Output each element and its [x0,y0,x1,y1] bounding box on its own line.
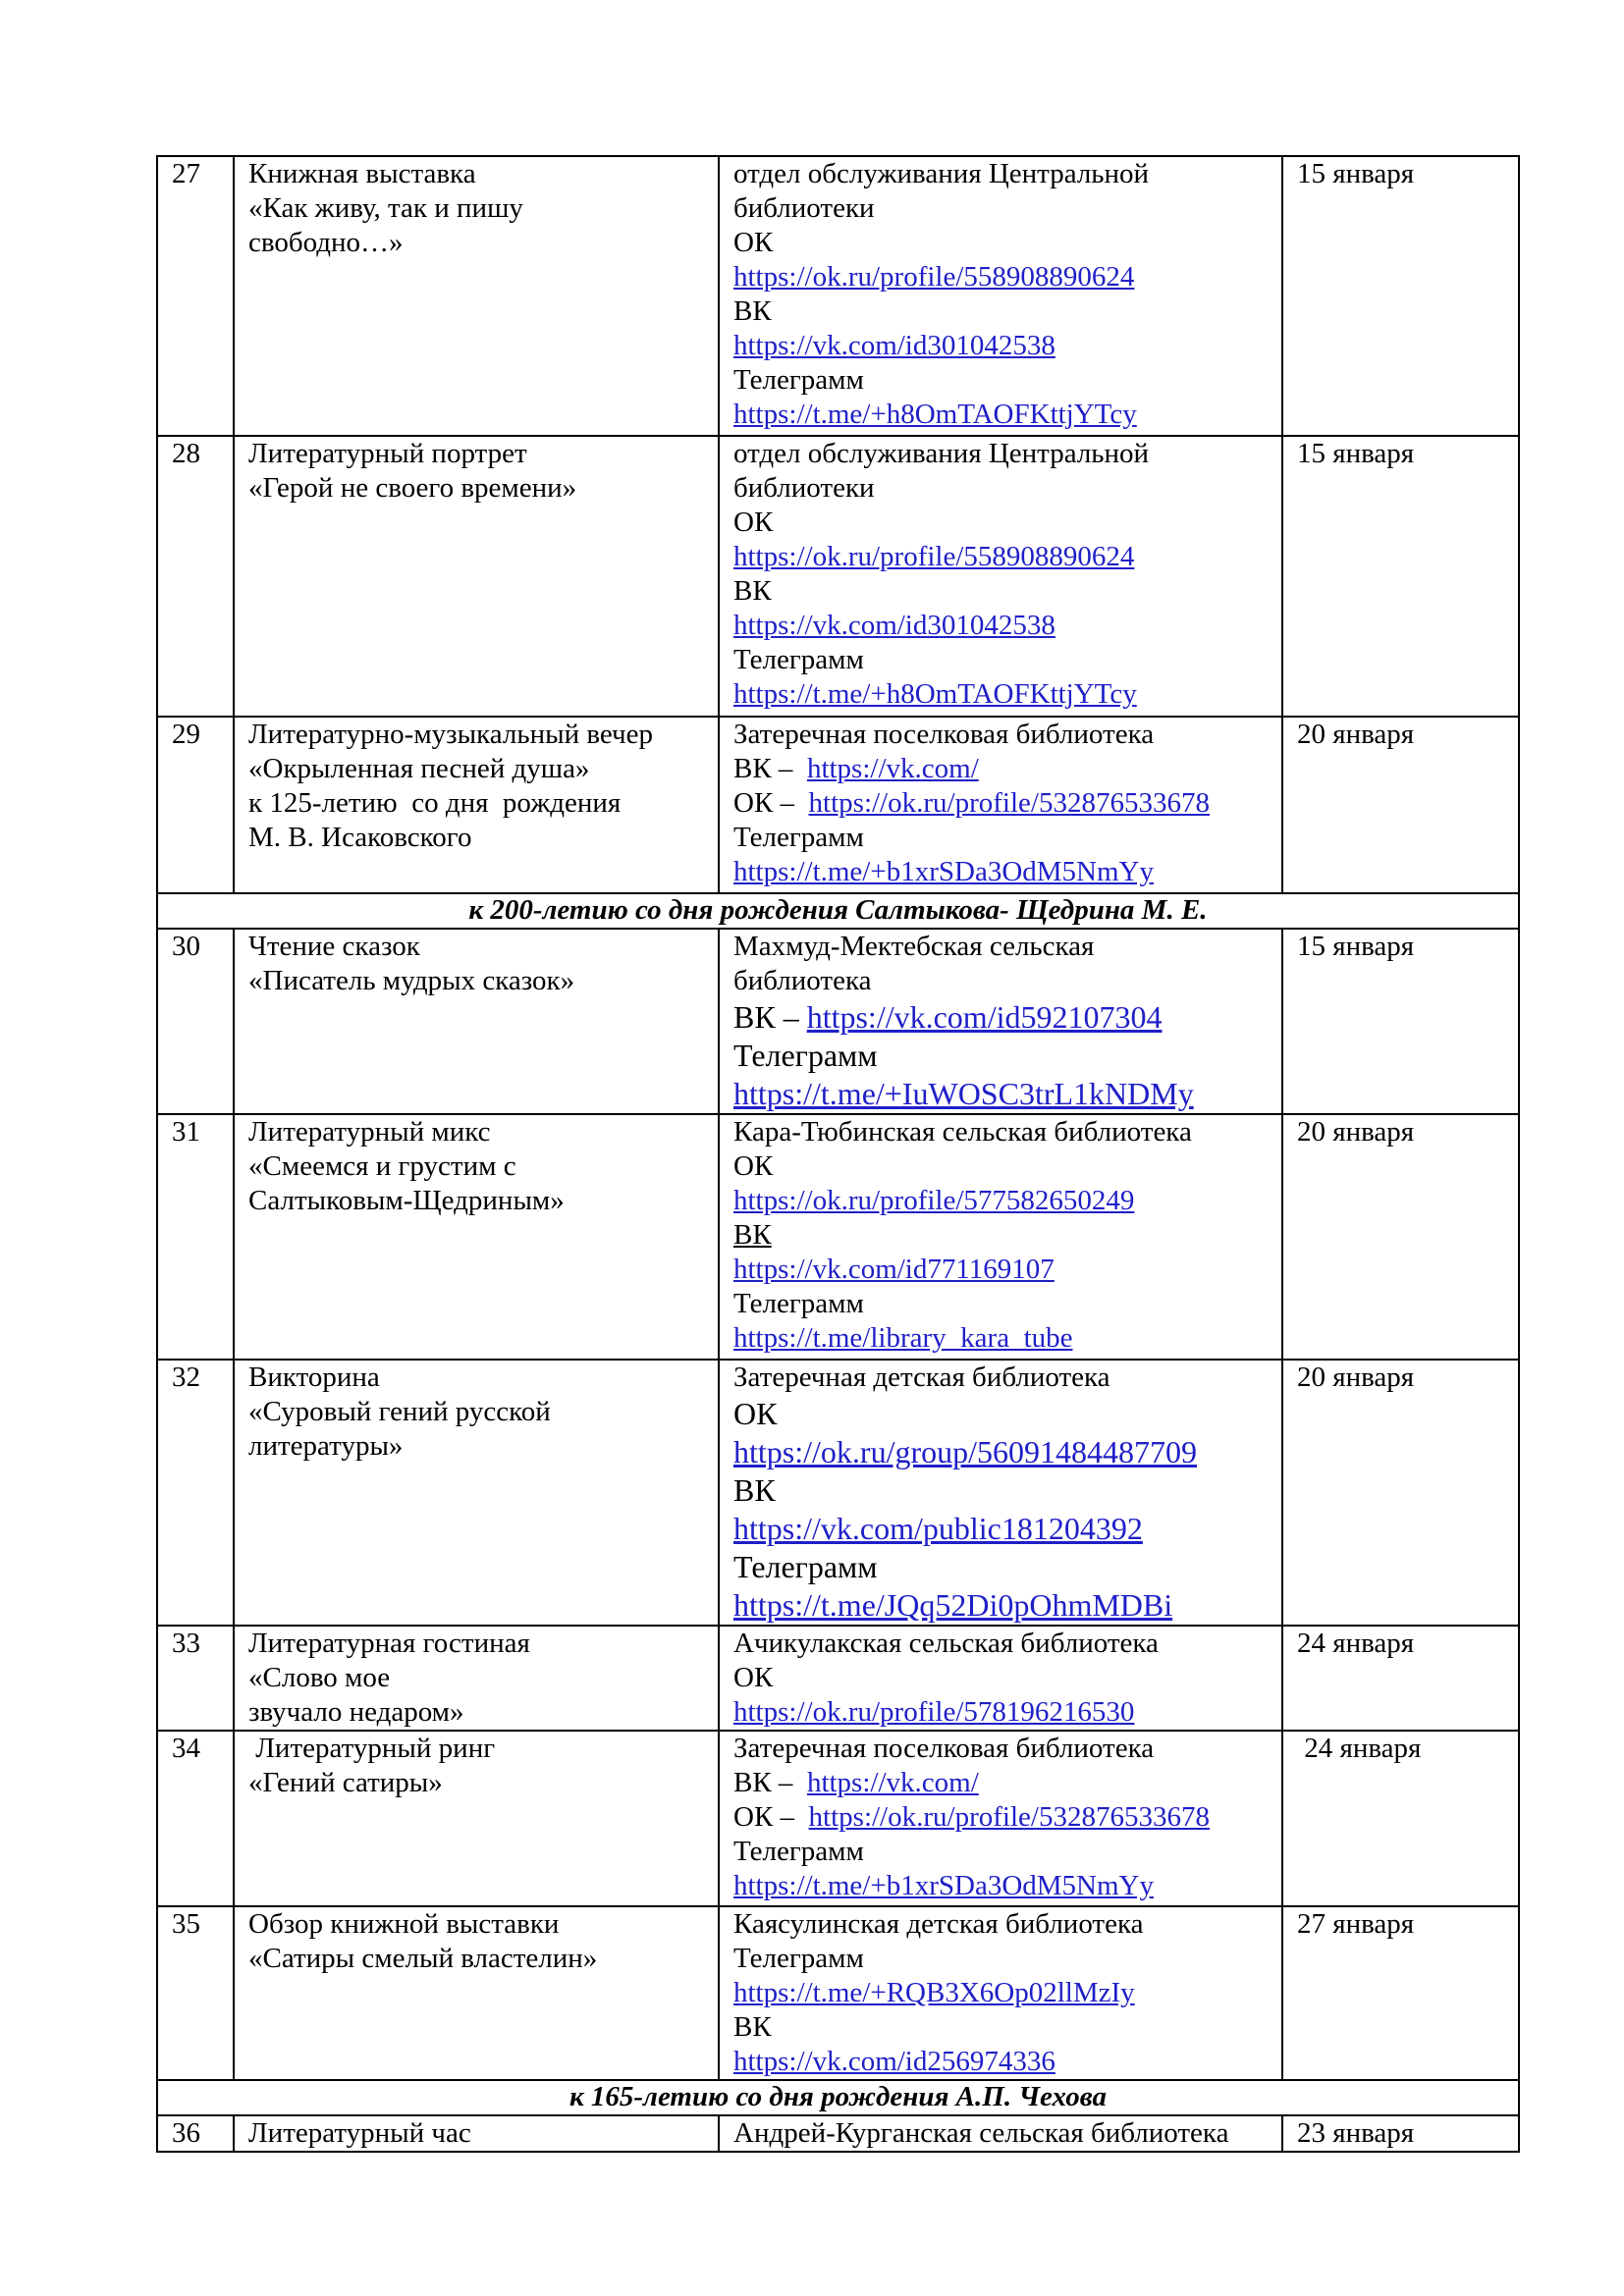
event-line: Литературный портрет [248,438,527,469]
venue-line [733,294,1275,329]
event-date: 27 января [1282,1906,1519,2080]
event-line: «Как живу, так и пишу [248,192,523,224]
social-link[interactable]: https://t.me/+b1xrSDa3OdM5NmYy [733,856,1154,887]
venue-line [733,1661,1275,1695]
section-title: к 165-летию со дня рождения А.П. Чехова [157,2080,1519,2115]
venue-link-line [733,855,1275,889]
venue-link-line [733,1075,1275,1113]
row-number: 33 [157,1626,234,1731]
social-link[interactable]: https://ok.ru/profile/577582650249 [733,1185,1135,1216]
venue-text: ВК [733,1219,772,1251]
event-line: литературы» [248,1430,404,1462]
venue-text: ВК [733,2011,772,2043]
network-prefix: ВК – [733,999,807,1035]
venue-line [733,930,1275,964]
venue-link-line [733,1766,1275,1800]
venue-line [733,1149,1275,1184]
venue-link-line [733,677,1275,712]
venue-link-line [733,752,1275,786]
venue-text: Затеречная поселковая библиотека [733,1733,1155,1764]
venue-cell [719,929,1282,1114]
venue-line [733,2116,1275,2151]
venue-link-line [733,786,1275,821]
social-link[interactable]: https://t.me/+h8OmTAOFKttjYTcy [733,399,1137,430]
event-line: свободно…» [248,227,404,258]
events-table [156,155,1520,2153]
venue-text: ОК [733,507,774,538]
venue-cell [719,1906,1282,2080]
venue-text: ВК [733,575,772,607]
venue-text: Махмуд-Мектебская сельская [733,931,1095,962]
table-row [157,1626,1519,1731]
social-link[interactable]: https://t.me/+IuWOSC3trL1kNDMy [733,1076,1194,1111]
venue-text: Андрей-Курганская сельская библиотека [733,2117,1229,2149]
venue-line [733,506,1275,540]
venue-line [733,1732,1275,1766]
event-line: Салтыковым-Щедриным» [248,1185,565,1216]
table-row [157,1360,1519,1626]
venue-line [733,1471,1275,1510]
social-link[interactable]: https://t.me/+b1xrSDa3OdM5NmYy [733,1870,1154,1901]
venue-text: Затеречная детская библиотека [733,1362,1110,1393]
venue-line [733,437,1275,471]
section-header-row [157,2080,1519,2115]
venue-link-line [733,1976,1275,2010]
event-cell [234,717,719,893]
row-number: 36 [157,2115,234,2152]
venue-link-line [733,1184,1275,1218]
venue-text: библиотека [733,965,872,996]
table-row [157,717,1519,893]
row-number: 28 [157,436,234,717]
venue-link-line [733,998,1275,1037]
event-line: «Окрыленная песней душа» [248,753,590,784]
row-number: 31 [157,1114,234,1360]
venue-link-line [733,329,1275,363]
venue-link-line [733,1433,1275,1471]
event-date: 15 января [1282,156,1519,436]
event-line: Литературный ринг [248,1733,496,1764]
social-link[interactable]: https://vk.com/id592107304 [806,999,1163,1035]
venue-text: ОК [733,1396,778,1431]
venue-text: Ачикулакская сельская библиотека [733,1628,1159,1659]
venue-link-line [733,1695,1275,1730]
event-cell [234,2115,719,2152]
venue-text: отдел обслуживания Центральной [733,158,1150,189]
venue-text: Телеграмм [733,1836,864,1867]
section-title: к 200-летию со дня рождения Салтыкова- Щедрина М. Е. [157,893,1519,929]
event-cell [234,1731,719,1906]
event-date: 23 января [1282,2115,1519,2152]
venue-link-line [733,609,1275,643]
network-prefix: ВК – [733,753,807,784]
venue-line [733,157,1275,191]
event-line: «Суровый гений русской [248,1396,551,1427]
venue-cell [719,2115,1282,2152]
venue-link-line [733,2045,1275,2079]
row-number: 32 [157,1360,234,1626]
event-cell [234,1360,719,1626]
venue-line [733,1627,1275,1661]
venue-line [733,1548,1275,1586]
table-row [157,156,1519,436]
venue-text: Телеграмм [733,644,864,675]
social-link[interactable]: https://vk.com/ [806,1767,979,1798]
venue-link-line [733,1586,1275,1625]
row-number: 30 [157,929,234,1114]
social-link[interactable]: https://vk.com/id771169107 [733,1254,1055,1285]
event-cell [234,929,719,1114]
social-link[interactable]: https://t.me/+h8OmTAOFKttjYTcy [733,678,1137,710]
venue-text: Телеграмм [733,1288,864,1319]
event-cell [234,436,719,717]
table-row [157,929,1519,1114]
social-link[interactable]: https://ok.ru/profile/578196216530 [733,1696,1135,1728]
venue-link-line [733,1321,1275,1356]
venue-cell [719,1731,1282,1906]
event-date: 20 января [1282,717,1519,893]
event-line: Обзор книжной выставки [248,1908,560,1940]
venue-line [733,574,1275,609]
venue-cell [719,1626,1282,1731]
table-row [157,2115,1519,2152]
venue-cell [719,436,1282,717]
row-number: 29 [157,717,234,893]
venue-cell [719,717,1282,893]
venue-line [733,1115,1275,1149]
venue-line [733,964,1275,998]
event-line: «Смеемся и грустим с [248,1150,516,1182]
event-line: «Гений сатиры» [248,1767,443,1798]
venue-line [733,191,1275,226]
venue-link-line [733,1800,1275,1835]
venue-line [733,471,1275,506]
event-line: звучало недаром» [248,1696,464,1728]
event-line: к 125-летию со дня рождения [248,787,622,819]
venue-text: отдел обслуживания Центральной [733,438,1150,469]
venue-line [733,1037,1275,1075]
venue-link-line [733,398,1275,432]
table-row [157,1731,1519,1906]
event-line: «Писатель мудрых сказок» [248,965,575,996]
event-line: «Герой не своего времени» [248,472,577,504]
event-cell [234,1114,719,1360]
event-line: «Сатиры смелый властелин» [248,1943,598,1974]
venue-line [733,821,1275,855]
table-body [157,156,1519,2152]
venue-text: ОК [733,227,774,258]
event-line: Книжная выставка [248,158,476,189]
venue-line [733,1287,1275,1321]
event-line: Литературный час [248,2117,471,2149]
social-link[interactable]: https://vk.com/ [806,753,979,784]
venue-text: Телеграмм [733,1549,878,1584]
venue-cell [719,156,1282,436]
venue-text: ОК [733,1150,774,1182]
event-date: 15 января [1282,929,1519,1114]
venue-text: ОК [733,1662,774,1693]
event-line: Литературный микс [248,1116,491,1148]
social-link[interactable]: https://ok.ru/profile/532876533678 [808,787,1210,819]
venue-text: Телеграмм [733,1943,864,1974]
event-line: «Слово мое [248,1662,391,1693]
venue-text: Каясулинская детская библиотека [733,1908,1144,1940]
event-line: Викторина [248,1362,380,1393]
venue-line [733,2010,1275,2045]
table-row [157,1906,1519,2080]
social-link[interactable]: https://ok.ru/group/56091484487709 [733,1434,1197,1469]
venue-text: ВК [733,1472,776,1508]
venue-link-line [733,1253,1275,1287]
section-header-row [157,893,1519,929]
venue-text: Телеграмм [733,1038,878,1073]
event-line: Чтение сказок [248,931,420,962]
social-link[interactable]: https://ok.ru/profile/558908890624 [733,261,1135,293]
venue-cell [719,1360,1282,1626]
social-link[interactable]: https://t.me/library_kara_tube [733,1322,1073,1354]
venue-link-line [733,1869,1275,1903]
network-prefix: ОК – [733,1801,809,1833]
venue-text: библиотеки [733,472,875,504]
row-number: 34 [157,1731,234,1906]
row-number: 27 [157,156,234,436]
venue-text: Телеграмм [733,364,864,396]
venue-text: Телеграмм [733,822,864,853]
event-date: 24 января [1282,1626,1519,1731]
venue-line [733,1361,1275,1395]
venue-line [733,1835,1275,1869]
social-link[interactable]: https://vk.com/id256974336 [733,2046,1056,2077]
social-link[interactable]: https://vk.com/public181204392 [733,1511,1143,1546]
venue-text: Затеречная поселковая библиотека [733,719,1155,750]
event-cell [234,1626,719,1731]
event-date: 15 января [1282,436,1519,717]
event-date: 24 января [1282,1731,1519,1906]
network-prefix: ВК – [733,1767,807,1798]
social-link[interactable]: https://t.me/JQq52Di0pOhmMDBi [733,1587,1173,1623]
network-prefix: ОК – [733,787,809,819]
venue-link-line [733,1510,1275,1548]
social-link[interactable]: https://t.me/+RQB3X6Op02llMzIy [733,1977,1135,2008]
social-link[interactable]: https://ok.ru/profile/558908890624 [733,541,1135,572]
social-link[interactable]: https://ok.ru/profile/532876533678 [808,1801,1210,1833]
venue-line [733,226,1275,260]
venue-line [733,643,1275,677]
venue-link-line [733,260,1275,294]
event-cell [234,156,719,436]
table-row [157,436,1519,717]
venue-line [733,1395,1275,1433]
venue-line [733,1218,1275,1253]
event-cell [234,1906,719,2080]
venue-link-line [733,540,1275,574]
event-date: 20 января [1282,1114,1519,1360]
venue-line [733,1907,1275,1942]
social-link[interactable]: https://vk.com/id301042538 [733,610,1056,641]
venue-cell [719,1114,1282,1360]
event-line: М. В. Исаковского [248,822,472,853]
row-number: 35 [157,1906,234,2080]
venue-text: Кара-Тюбинская сельская библиотека [733,1116,1192,1148]
event-line: Литературно-музыкальный вечер [248,719,653,750]
table-row [157,1114,1519,1360]
venue-line [733,718,1275,752]
event-date: 20 января [1282,1360,1519,1626]
venue-line [733,1942,1275,1976]
venue-line [733,363,1275,398]
social-link[interactable]: https://vk.com/id301042538 [733,330,1056,361]
venue-text: библиотеки [733,192,875,224]
venue-text: ВК [733,295,772,327]
event-line: Литературная гостиная [248,1628,530,1659]
